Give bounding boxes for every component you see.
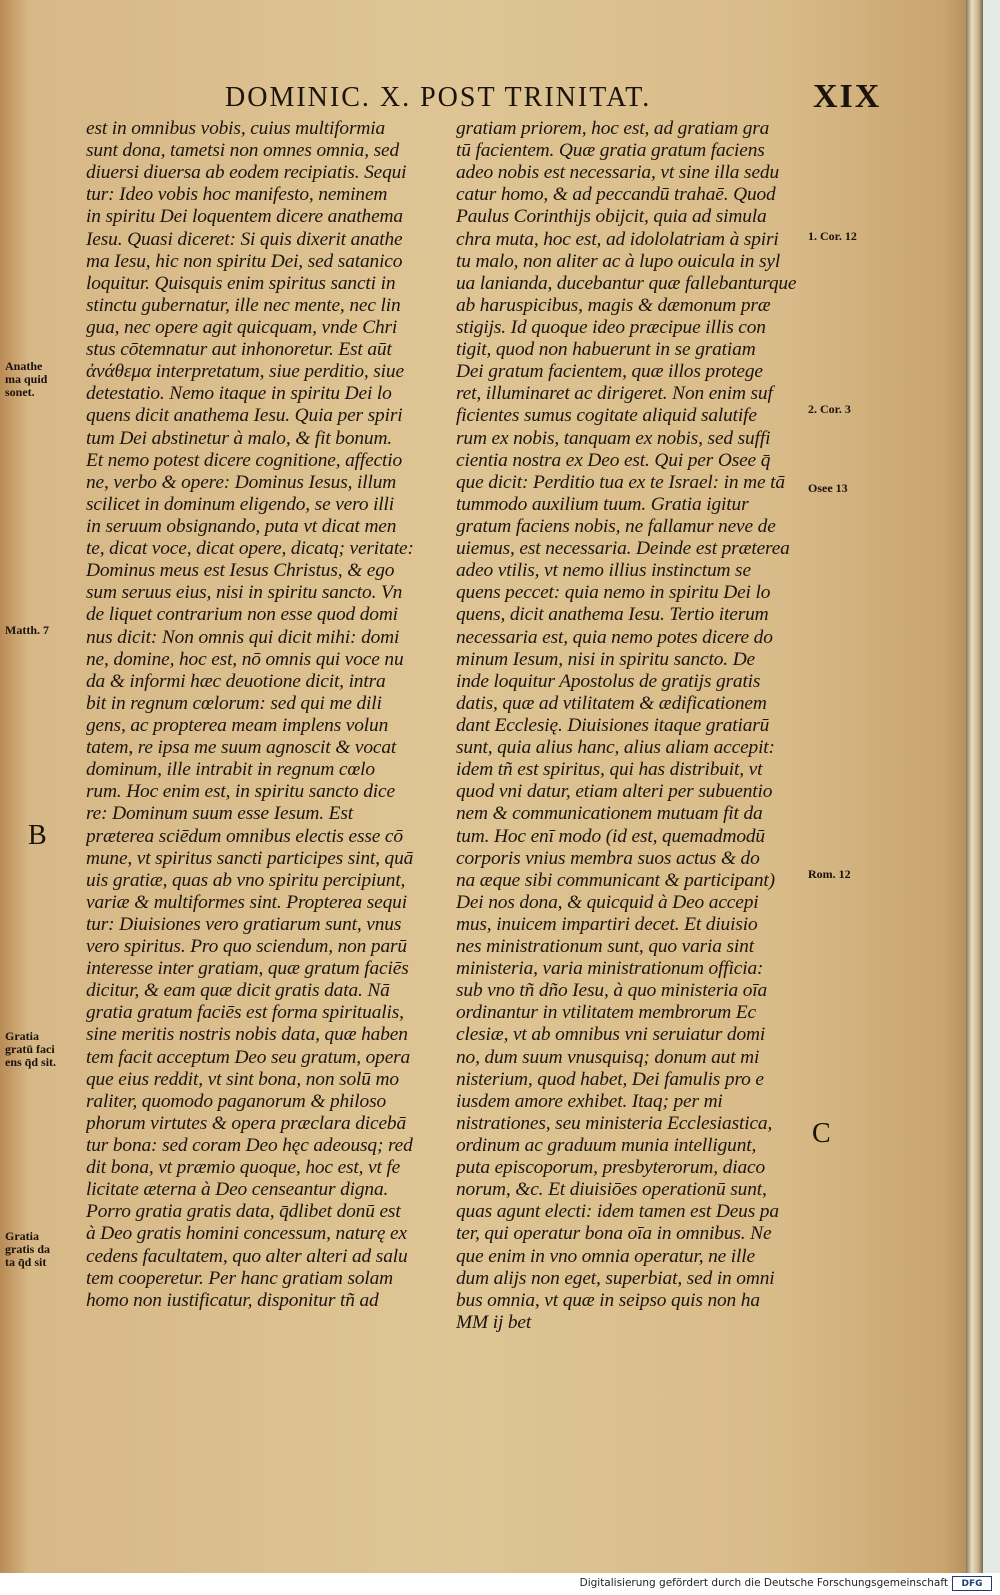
text-line: tur: Ideo vobis hoc manifesto, neminem [86,184,388,206]
margin-note-matth [5,624,71,637]
text-line: adeo nobis est necessaria, vt sine illa sedu [456,162,779,184]
text-line: tur bona: sed coram Deo hęc adeousq; red [86,1135,413,1157]
text-line: bit in regnum cœlorum: sed qui me dili [86,692,382,714]
text-line: Dei nos dona, & quicquid à Deo accepi [456,891,759,913]
text-line: loquitur. Quisquis enim spiritus sancti in [86,272,396,294]
text-line: quens, dicit anathema Iesu. Tertio iterum [456,604,769,626]
margin-note-line: Osee 13 [808,481,848,495]
text-line: in spiritu Dei loquentem dicere anathema [86,206,403,228]
text-line: gua, nec opere agit quicquam, vnde Chri [86,316,398,338]
text-line: raliter, quomodo paganorum & philoso [86,1090,387,1112]
text-line: detestatio. Nemo itaque in spiritu Dei lo [86,383,392,405]
text-line: homo non iustificatur, disponitur tñ ad [86,1289,379,1311]
margin-note-line: 2. Cor. 3 [808,402,851,416]
text-line: nus dicit: Non omnis qui dicit mihi: domi [86,626,400,648]
text-line: chra muta, hoc est, ad idololatriam à spiri [456,228,779,250]
text-line: mune, vt spiritus sancti participes sint, quā [86,847,414,869]
text-line: est in omnibus vobis, cuius multiformia [86,118,386,139]
text-line: uiemus, est necessaria. Deinde est præterea [456,538,790,560]
text-line: dant Ecclesię. Diuisiones itaque gratiarū [456,714,770,736]
text-line: da & informi hæc deuotione dicit, intra [86,670,386,692]
text-line: tatem, re ipsa me suum agnoscit & vocat [86,737,397,759]
text-line: rum. Hoc enim est, in spiritu sancto dice [86,781,395,803]
margin-note-line: Anathe [5,359,43,373]
text-line: nes ministrationum sunt, quo varia sint [456,936,754,958]
text-line: minum Iesum, nisi in spiritu sancto. De [456,648,756,670]
text-line: norum, &c. Et diuisiōes operationū sunt, [456,1179,767,1201]
text-line: interesse inter gratiam, quæ gratum faciēs [86,958,409,980]
text-line: cedens facultatem, quo alter alteri ad salu [86,1245,408,1267]
text-line: sub vno tñ dño Iesu, à quo ministeria oīa [456,980,768,1002]
text-line: quens dicit anathema Iesu. Quia per spiri [86,405,403,427]
margin-note-rom [808,868,872,881]
text-line: cientia nostra ex Deo est. Qui per Osee q̄ [456,449,771,471]
section-letter-b: B [28,820,47,851]
text-line: quens peccet: quia nemo in spiritu Dei lo [456,582,771,604]
text-line: stinctu gubernatur, ille nec mente, nec lin [86,294,401,316]
text-line: diuersi diuersa ab eodem recipiatis. Sequi [86,162,407,184]
section-letter-c: C [812,1118,831,1149]
margin-note-line: 1. Cor. 12 [808,229,857,243]
text-line: iusdem amore exhibet. Itaq; per mi [456,1090,723,1112]
text-line: tigit, quod non habuerunt in se gratiam [456,339,756,361]
text-line: nem & communicationem mutuam fit da [456,803,763,825]
margin-note-cor-12 [808,230,872,243]
text-line: ua lanianda, ducebantur quæ fallebanturque [456,272,797,294]
text-line: tem cooperetur. Per hanc gratiam solam [86,1267,394,1289]
text-line: vero spiritus. Pro quo sciendum, non parū [86,936,407,958]
text-line: corporis vnius membra suos actus & do [456,847,760,869]
text-line: bus omnia, vt quæ in seipso quis non ha [456,1289,760,1311]
text-line: adeo vtilis, vt nemo illius instinctum se [456,560,751,582]
margin-note-line: ta q̄d sit [5,1255,47,1269]
text-line: variæ & multiformes sint. Propterea sequi [86,891,407,913]
text-line: de liquet contrarium non esse quod domi [86,604,398,626]
page-edge [966,0,983,1573]
text-line: à Deo gratis homini concessum, naturę ex [86,1223,407,1245]
text-line: Paulus Corinthijs obijcit, quia ad simula [456,206,767,228]
text-line: puta episcoporum, presbyterorum, diaco [456,1157,765,1179]
text-line: MM ij bet [456,1311,532,1333]
text-line: gratiam priorem, hoc est, ad gratiam gra [456,118,770,139]
text-line: que enim in vno omnia operatur, ne ille [456,1245,755,1267]
text-line: ficientes sumus cogitate aliquid salutife [456,405,757,427]
margin-note-line: Gratia [5,1229,39,1243]
running-head: DOMINIC. X. POST TRINITAT. [225,82,652,113]
text-line: dicitur, & eam quæ dicit gratis data. Nā [86,980,390,1002]
text-line: nistrationes, seu ministeria Ecclesiastica, [456,1112,773,1134]
margin-note-line: Gratia [5,1029,39,1043]
text-line: necessaria est, quia nemo potes dicere do [456,626,773,648]
margin-note-gratia-gratum [5,1030,71,1069]
text-line: nisterium, quod habet, Dei famulis pro e [456,1068,764,1090]
text-line: ab haruspicibus, magis & dæmonum præ [456,294,771,316]
right-text-column [456,118,806,1338]
margin-note-line: gratis da [5,1242,50,1256]
text-line: ma Iesu, hic non spiritu Dei, sed satanico [86,250,403,272]
text-line: in seruum obsignando, puta vt dicat men [86,515,397,537]
text-line: no, dum suum vnusquisq; donum aut mi [456,1046,760,1068]
text-line: scilicet in dominum eligendo, se vero illi [86,493,395,515]
text-line: mus, inuicem impartiri decet. Et diuisio [456,913,758,935]
text-line: quod vni datur, etiam alteri per subuentio [456,781,773,803]
margin-note-line: gratū faci [5,1042,55,1056]
text-line: dit bona, vt præmio quoque, hoc est, vt fe [86,1157,401,1179]
text-line: ne, domine, hoc est, nō omnis qui voce nu [86,648,404,670]
text-line: stus cōtemnatur aut inhonoretur. Est aūt [86,339,392,361]
text-line: sine meritis nostris nobis data, quæ haben [86,1024,408,1046]
margin-note-line: ens q̄d sit. [5,1055,57,1069]
text-line: idem tñ est spiritus, qui has distribuit, vt [456,759,763,781]
margin-note-gratia-gratis [5,1230,71,1269]
text-line: ἀνάθεμα interpretatum, siue perditio, siue [86,361,404,383]
text-line: ne, verbo & opere: Dominus Iesus, illum [86,471,397,493]
text-line: tum. Hoc enī modo (id est, quemadmodū [456,825,765,847]
dfg-logo: DFG [952,1576,992,1591]
text-line: catur homo, & ad peccandū trahaē. Quod [456,184,776,206]
text-line: te, dicat voce, dicat opere, dicatq; veritate: [86,538,414,560]
left-text-column [86,118,442,1312]
text-line: dum alijs non eget, superbiat, sed in omni [456,1267,775,1289]
text-line: ministeria, varia ministrationum officia: [456,958,764,980]
text-line: tum Dei abstinetur à malo, & fit bonum. [86,427,393,449]
text-line: clesiæ, vt ab omnibus vni seruiatur domi [456,1024,766,1046]
folio-number: XIX [813,78,882,115]
text-line: præterea sciēdum omnibus electis esse cō [86,825,403,847]
text-line: na æque sibi communicant & participant) [456,869,775,891]
margin-note-line: sonet. [5,385,35,399]
text-line: stigijs. Id quoque ideo præcipue illis con [456,316,766,338]
text-line: uis gratiæ, quas ab vno spiritu percipiunt, [86,869,406,891]
margin-note-cor-3 [808,403,872,416]
text-line: inde loquitur Apostolus de gratijs gratis [456,670,761,692]
text-line: re: Dominum suum esse Iesum. Est [86,803,353,825]
text-line: gens, ac propterea meam implens volun [86,714,389,736]
text-line: ordinum ac graduum munia intelligunt, [456,1135,757,1157]
margin-note-line: ma quid [5,372,48,386]
text-line: tummodo auxilium tuum. Gratia igitur [456,493,749,515]
digitization-footer [0,1573,1000,1595]
text-line: tu malo, non aliter ac à lupo ouicula in syl [456,250,781,272]
text-line: sunt, quia alius hanc, alius aliam accepit: [456,737,775,759]
text-line: datis, quæ ad vtilitatem & ædificationem [456,692,767,714]
text-line: licitate æterna à Deo censeantur digna. [86,1179,389,1201]
text-line: Porro gratia gratis data, q̄dlibet donū est [86,1201,401,1223]
margin-note-line: Rom. 12 [808,867,851,881]
text-line: gratia gratum faciēs est forma spiritualis, [86,1002,404,1024]
text-line: ret, illuminaret ac dirigeret. Non enim suf [456,383,773,405]
text-line: ordinantur in vtilitatem membrorum Ec [456,1002,757,1024]
text-line: tū facientem. Quæ gratia gratum faciens [456,140,765,162]
margin-note-osee [808,482,872,495]
text-line: dominum, ille intrabit in regnum cœlo [86,759,375,781]
text-line: Et nemo potest dicere cognitione, affectio [86,449,403,471]
text-line: quas agunt electi: idem tamen est Deus pa [456,1201,779,1223]
text-line: ter, qui operatur bona oīa in omnibus. Ne [456,1223,772,1245]
text-line: tur: Diuisiones vero gratiarum sunt, vnus [86,913,402,935]
margin-note-anathema [5,360,71,399]
text-line: Dominus meus est Iesus Christus, & ego [86,560,395,582]
funding-credit: Digitalisierung gefördert durch die Deutsche Forschungsgemeinschaft [579,1577,948,1589]
text-line: Iesu. Quasi diceret: Si quis dixerit anathe [86,228,403,250]
text-line: phorum virtutes & opera præclara dicebā [86,1112,406,1134]
text-line: rum ex nobis, tanquam ex nobis, sed suffi [456,427,771,449]
text-line: tem facit acceptum Deo seu gratum, opera [86,1046,411,1068]
text-line: que eius reddit, vt sint bona, non solū mo [86,1068,399,1090]
text-line: gratum faciens nobis, ne fallamur neve de [456,515,776,537]
text-line: que dicit: Perditio tua ex te Israel: in me tā [456,471,785,493]
text-line: sum seruus eius, nisi in spiritu sancto. Vn [86,582,403,604]
text-line: Dei gratum facientem, quæ illos protege [456,361,763,383]
text-line: sunt dona, tametsi non omnes omnia, sed [86,140,400,162]
margin-note-line: Matth. 7 [5,623,49,637]
